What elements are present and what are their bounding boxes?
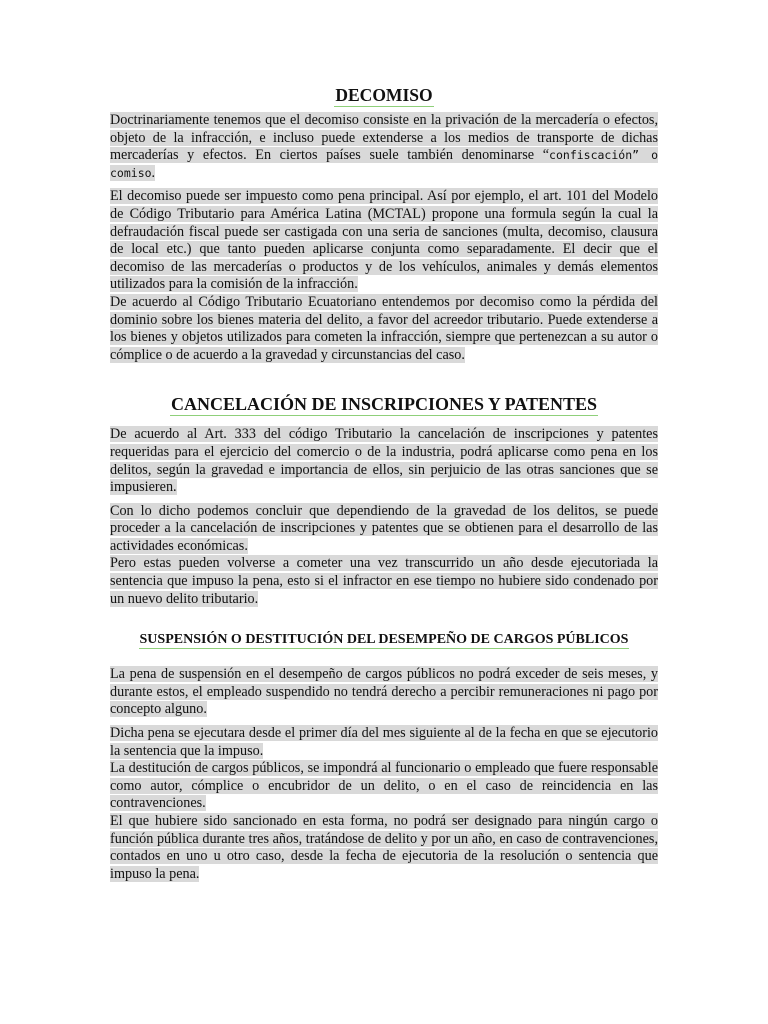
paragraph: La pena de suspensión en el desempeño de cargos públicos no podrá exceder de seis meses, y durante estos, el empleado suspendido no tendrá derecho a percibir remuneraciones ni pago por concepto alguno. [110,666,658,718]
paragraph: El decomiso puede ser impuesto como pena principal. Así por ejemplo, el art. 101 del Modelo de Código Tributario para América Latina (MCTAL) propone una formula según la cual la defraudación fiscal puede ser castigada con una seria de sanciones (multa, decomiso, clausura de local etc.) que tanto pueden aplicarse conjunta como separadamente. El decir que el decomiso de las mercaderías o productos y de los vehículos, animales y demás elementos utilizados para la comisión de la infracción. [110,188,658,293]
paragraph: La destitución de cargos públicos, se impondrá al funcionario o empleado que fuere responsable como autor, cómplice o encubridor de un delito, o en el caso de reincidencia en las contravenciones. [110,760,658,812]
paragraph: De acuerdo al Código Tributario Ecuatoriano entendemos por decomiso como la pérdida del dominio sobre los bienes materia del delito, a favor del acreedor tributario. Puede extenderse a los bienes y objetos utilizados para cometen la infracción, siempre que pertenezcan a su autor o cómplice o de acuerdo a la gravedad y circunstancias del caso. [110,293,658,363]
paragraph: El que hubiere sido sancionado en esta forma, no podrá ser designado para ningún cargo o función pública durante tres años, tratándose de delito y por un año, en caso de contravenciones, contados en uno u otro caso, desde la fecha de ejecutoria de la resolución o sentencia que impuso la pena. [110,813,658,882]
document-page [110,84,658,883]
paragraph: Con lo dicho podemos concluir que dependiendo de la gravedad de los delitos, se puede proceder a la cancelación de inscripciones y patentes que se obtienen para el desarrollo de las actividades económicas. [110,502,658,554]
paragraph: Pero estas pueden volverse a cometer una vez transcurrido un año desde ejecutoriada la sentencia que impuso la pena, esto si el infractor en ese tiempo no hubiere sido condenado por un nuevo delito tributario. [110,555,658,607]
section-title-decomiso: DECOMISO [335,85,433,105]
paragraph: Doctrinariamente tenemos que el decomiso consiste en la privación de la mercadería o efectos, objeto de la infracción, e incluso puede extenderse a los medios de transporte de dichas mercaderías y efectos. En ciertos países suele también denominarse “confiscación” o comiso. [110,112,658,181]
paragraph: De acuerdo al Art. 333 del código Tributario la cancelación de inscripciones y patentes requeridas para el ejercicio del comercio o de la industria, podrá aplicarse como pena en los delitos, según la gravedad e importancia de ellos, sin perjuicio de las otras sanciones que se impusieren. [110,426,658,496]
paragraph: Dicha pena se ejecutara desde el primer día del mes siguiente al de la fecha en que se ejecutorio la sentencia que la impuso. [110,725,658,759]
section-title-suspension: SUSPENSIÓN O DESTITUCIÓN DEL DESEMPEÑO DE CARGOS PÚBLICOS [139,632,629,648]
section-title-cancelacion: CANCELACIÓN DE INSCRIPCIONES Y PATENTES [170,394,598,415]
